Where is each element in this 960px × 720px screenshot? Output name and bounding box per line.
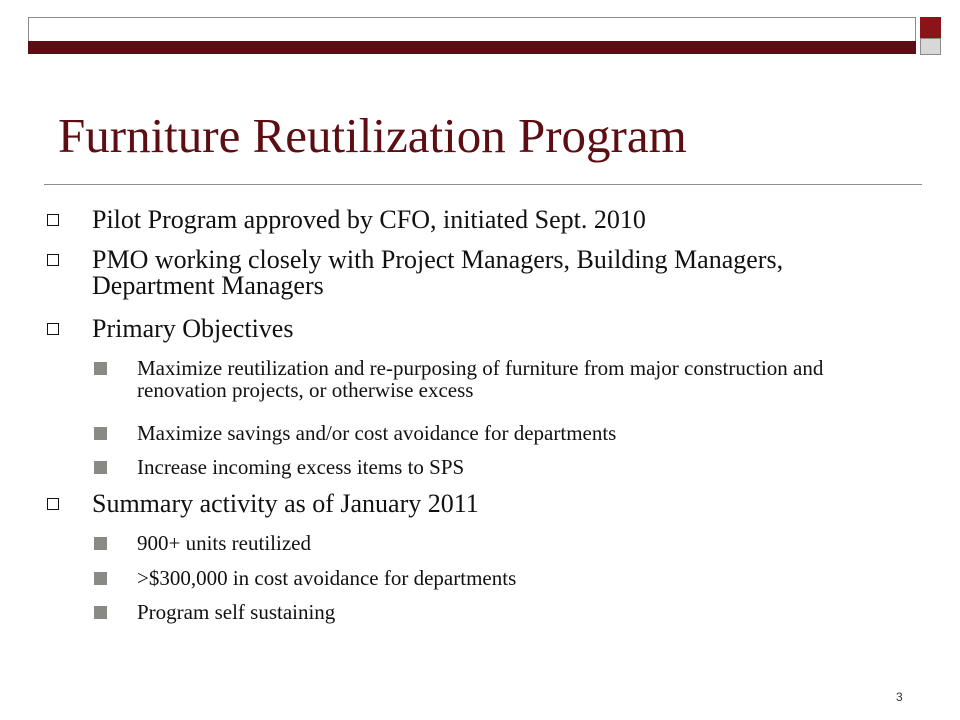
hollow-square-bullet-icon	[47, 214, 59, 226]
filled-square-bullet-icon	[94, 606, 107, 619]
sub-bullet-text: Maximize savings and/or cost avoidance for departments	[137, 421, 617, 445]
bullet-text: Summary activity as of January 2011	[92, 489, 479, 518]
corner-square-red	[920, 17, 941, 38]
filled-square-bullet-icon	[94, 572, 107, 585]
sub-bullet-item	[137, 532, 897, 554]
title-divider	[44, 184, 922, 185]
bullet-item	[92, 247, 852, 299]
hollow-square-bullet-icon	[47, 323, 59, 335]
sub-bullet-item	[137, 567, 897, 589]
sub-bullet-item	[137, 456, 897, 478]
bullet-text: Primary Objectives	[92, 314, 294, 343]
hollow-square-bullet-icon	[47, 498, 59, 510]
sub-bullet-text: >$300,000 in cost avoidance for departments	[137, 566, 517, 590]
sub-bullet-item	[137, 357, 897, 401]
corner-square-gray	[920, 38, 941, 55]
sub-bullet-text: Program self sustaining	[137, 600, 336, 624]
filled-square-bullet-icon	[94, 537, 107, 550]
sub-bullet-text: 900+ units reutilized	[137, 531, 311, 555]
hollow-square-bullet-icon	[47, 254, 59, 266]
filled-square-bullet-icon	[94, 362, 107, 375]
bullet-text: PMO working closely with Project Managers, Building Managers, Department Managers	[92, 245, 784, 300]
bullet-item	[92, 207, 852, 233]
sub-bullet-item	[137, 422, 897, 444]
filled-square-bullet-icon	[94, 427, 107, 440]
sub-bullet-text: Maximize reutilization and re-purposing of furniture from major construction and renovation projects, or otherwise excess	[137, 356, 824, 402]
slide-title: Furniture Reutilization Program	[58, 108, 687, 163]
bullet-item	[92, 316, 852, 342]
bullet-text: Pilot Program approved by CFO, initiated Sept. 2010	[92, 205, 646, 234]
sub-bullet-text: Increase incoming excess items to SPS	[137, 455, 465, 479]
sub-bullet-item	[137, 601, 897, 623]
page-number: 3	[896, 690, 903, 704]
header-stripe	[28, 41, 916, 54]
bullet-item	[92, 491, 852, 517]
filled-square-bullet-icon	[94, 461, 107, 474]
